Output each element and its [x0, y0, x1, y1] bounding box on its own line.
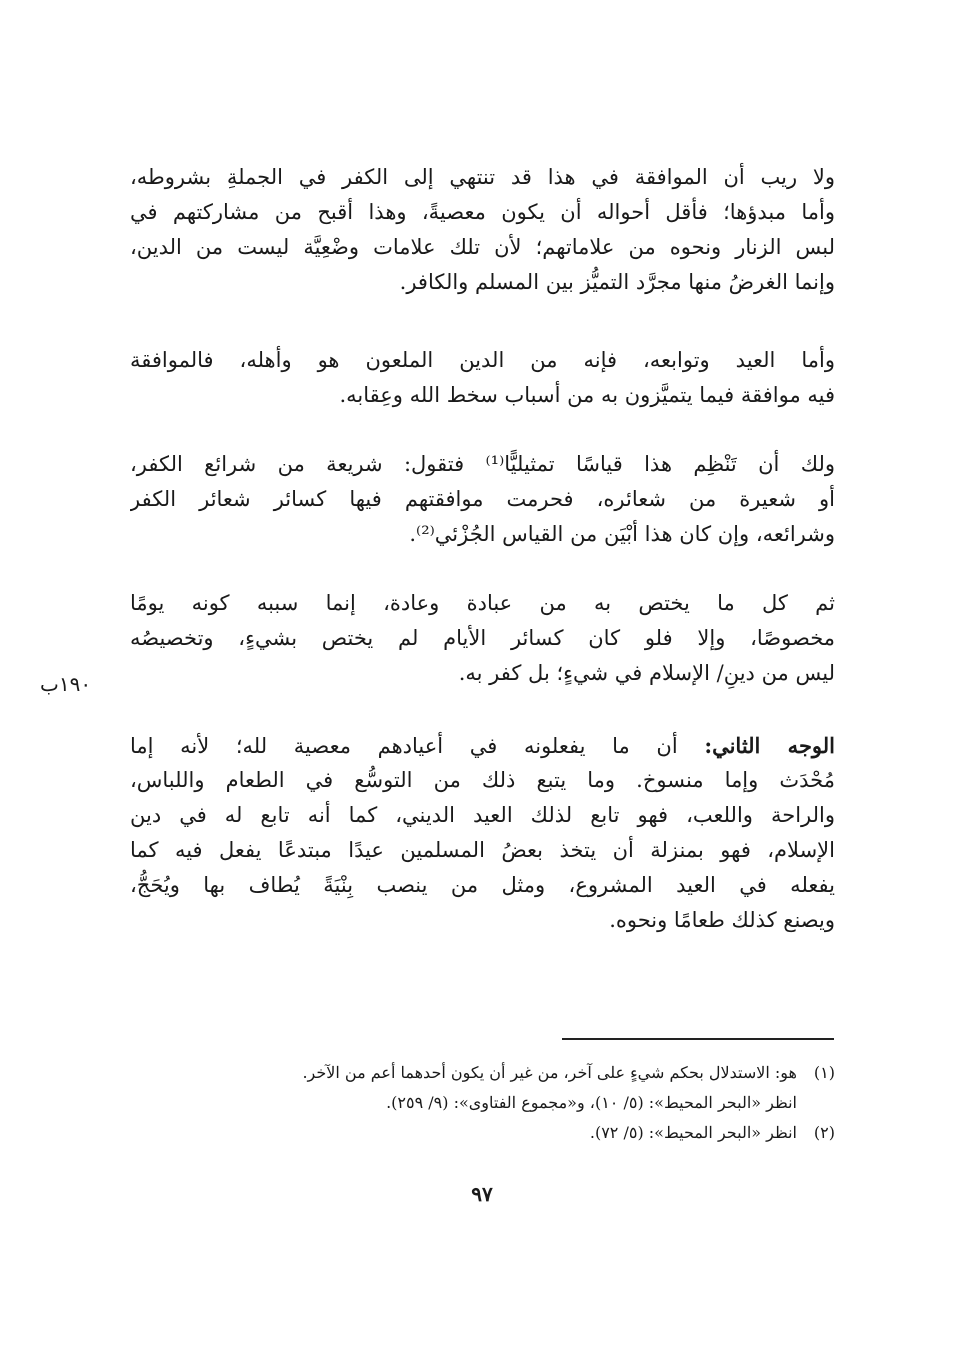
footnote-2	[130, 1118, 835, 1148]
paragraph-1	[130, 160, 835, 300]
paragraph-line: ويصنع كذلك طعامًا ونحوه.	[609, 908, 835, 932]
paragraph-line: ثم كل ما يختص به من عبادة وعادة، إنما سببه كونه يومًا	[130, 591, 835, 615]
footnote-number: (١)	[813, 1063, 835, 1082]
paragraph-line: والراحة واللعب، فهو تابع لذلك العيد الديني، كما أنه تابع له في دين	[130, 803, 835, 827]
paragraph-line: الإسلام، فهو بمنزلة أن يتخذ بعضُ المسلمين عيدًا مبتدعًا يفعل فيه كما	[130, 838, 835, 862]
footnotes	[130, 1058, 835, 1148]
footnote-text: هو: الاستدلال بحكم شيءٍ على آخر، من غير أن يكون أحدهما أعم من الآخر.	[302, 1063, 797, 1082]
paragraph-5	[130, 728, 835, 938]
footnote-1	[130, 1058, 835, 1088]
footnote-number: (٢)	[813, 1123, 835, 1142]
footnote-text: انظر «البحر المحيط»: (٥/ ٧٢).	[589, 1123, 797, 1142]
paragraph-line: ولك أن تَنْظِم هذا قياسًا تمثيليًّا⁽¹⁾ فتقول: شريعة من شرائع الكفر،	[130, 452, 835, 476]
paragraph-4	[130, 586, 835, 691]
paragraph-line: وشرائعه، وإن كان هذا أبْيَن من القياس الجُزْئي⁽²⁾.	[409, 522, 835, 546]
paragraph-line: ليس من دينِ/ الإسلام في شيءٍ؛ بل كفر به.	[458, 661, 835, 685]
paragraph-3	[130, 447, 835, 552]
paragraph-line: وإنما الغرضُ منها مجرَّد التميُّز بين المسلم والكافر.	[399, 270, 835, 294]
section-heading: الوجه الثاني:	[704, 733, 835, 758]
paragraph-line: وأما مبدؤها؛ فأقل أحواله أن يكون معصيةً، وهذا أقبح من مشاركتهم في	[130, 200, 835, 224]
paragraph-line: فيه موافقة فيما يتميَّزون به من أسباب سخط الله وعِقابه.	[339, 383, 835, 407]
margin-folio-note: ١٩٠ب	[40, 672, 92, 696]
paragraph-line-text: أن ما يفعلونه في أعيادهم معصية لله؛ لأنه إما	[130, 734, 705, 758]
paragraph-2	[130, 343, 835, 413]
paragraph-line	[130, 728, 835, 763]
paragraph-line: أو شعيرة من شعائره، فحرمت موافقتهم فيها كسائر شعائر الكفر	[130, 487, 835, 511]
paragraph-line: مخصوصًا، وإلا فلو كان كسائر الأيام لم يختص بشيءٍ، وتخصيصُه	[130, 626, 835, 650]
paragraph-line: وأما العيد وتوابعه، فإنه من الدين الملعون هو وأهله، فالموافقة	[130, 348, 835, 372]
page-number: ٩٧	[471, 1182, 493, 1206]
footnote-1-continuation: انظر «البحر المحيط»: (٥/ ١٠)، و«مجموع الفتاوى»: (٩/ ٢٥٩).	[386, 1093, 797, 1112]
paragraph-line: يفعله في العيد المشروع، ومثل من ينصب بِنْيَةً يُطاف بها ويُحَجُّ،	[130, 873, 835, 897]
paragraph-line: مُحْدَث وإما منسوخ. وما يتبع ذلك من التوسُّع في الطعام واللباس،	[130, 768, 835, 792]
paragraph-line: لبس الزنار ونحوه من علاماتهم؛ لأن تلك علامات وضْعِيَّة ليست من الدين،	[130, 235, 835, 259]
footnote-separator	[562, 1038, 834, 1040]
paragraph-line: ولا ريب أن الموافقة في هذا قد تنتهي إلى الكفر في الجملةِ بشروطه،	[130, 165, 835, 189]
